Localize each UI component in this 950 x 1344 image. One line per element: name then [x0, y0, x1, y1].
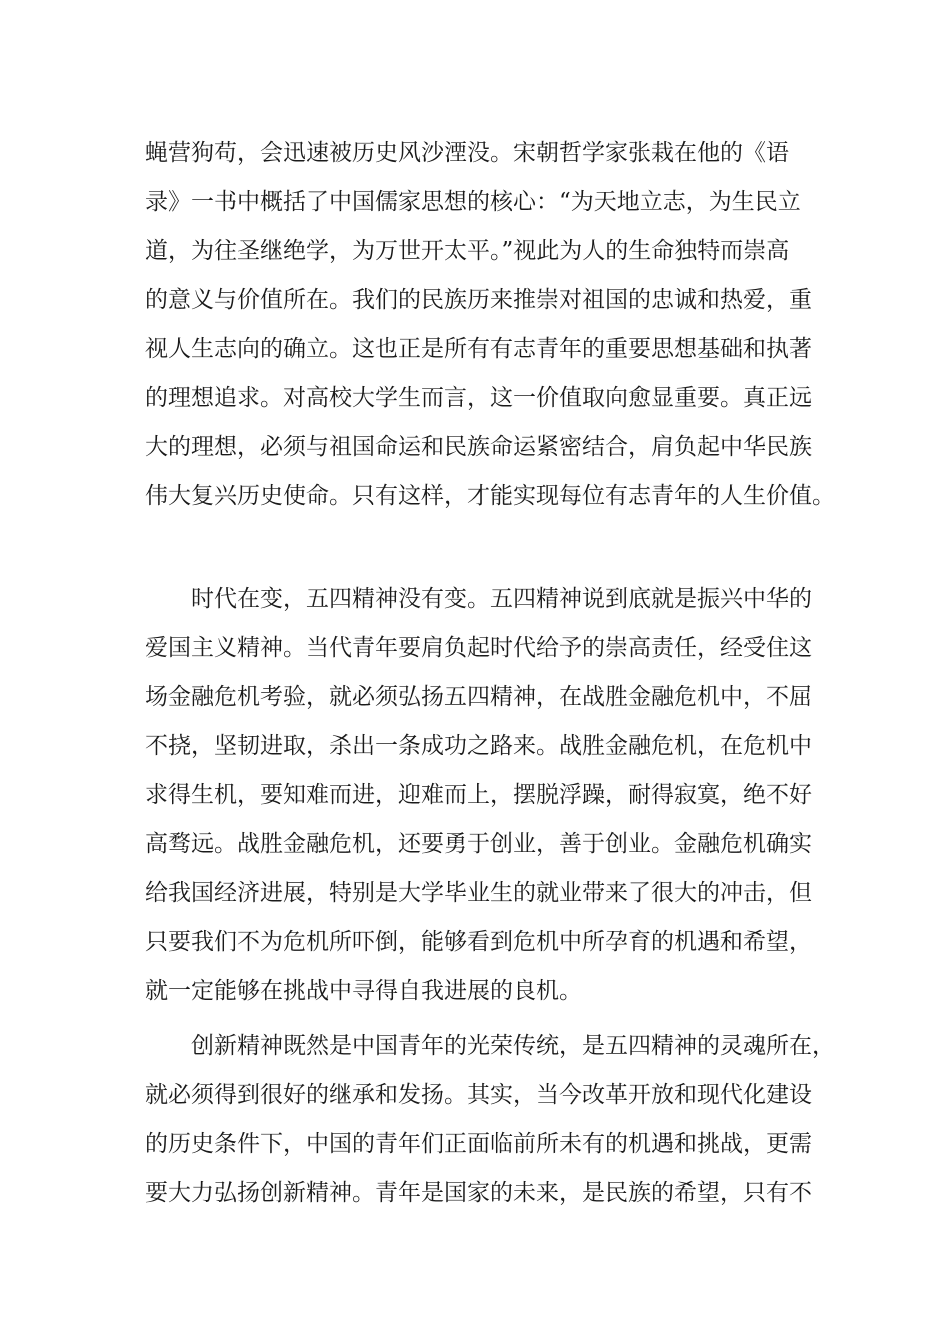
text-line: 蝇营狗苟，会迅速被历史风沙湮没。宋朝哲学家张栽在他的《语 [145, 140, 789, 166]
text-line: 要大力弘扬创新精神。青年是国家的未来，是民族的希望，只有不 [145, 1180, 812, 1206]
text-line: 伟大复兴历史使命。只有这样，才能实现每位有志青年的人生价值。 [145, 483, 835, 509]
text-line: 就一定能够在挑战中寻得自我进展的良机。 [145, 978, 582, 1004]
text-line: 不挠，坚韧进取，杀出一条成功之路来。战胜金融危机，在危机中 [145, 733, 812, 759]
text-line: 爱国主义精神。当代青年要肩负起时代给予的崇高责任，经受住这 [145, 635, 812, 661]
text-line: 高骛远。战胜金融危机，还要勇于创业，善于创业。金融危机确实 [145, 831, 812, 857]
text-line: 录》一书中概括了中国儒家思想的核心：“为天地立志，为生民立 [145, 189, 801, 215]
text-line: 只要我们不为危机所吓倒，能够看到危机中所孕育的机遇和希望， [145, 929, 812, 955]
text-line: 的历史条件下，中国的青年们正面临前所未有的机遇和挑战，更需 [145, 1131, 812, 1157]
text-line: 就必须得到很好的继承和发扬。其实，当今改革开放和现代化建设 [145, 1082, 812, 1108]
text-line: 给我国经济进展，特别是大学毕业生的就业带来了很大的冲击，但 [145, 880, 812, 906]
text-line: 的意义与价值所在。我们的民族历来推崇对祖国的忠诚和热爱，重 [145, 287, 812, 313]
text-line: 的理想追求。对高校大学生而言，这一价值取向愈显重要。真正远 [145, 385, 812, 411]
text-line: 视人生志向的确立。这也正是所有有志青年的重要思想基础和执著 [145, 336, 812, 362]
text-line: 求得生机，要知难而进，迎难而上，摆脱浮躁，耐得寂寞，绝不好 [145, 782, 812, 808]
text-line: 时代在变，五四精神没有变。五四精神说到底就是振兴中华的 [191, 586, 812, 612]
text-line: 大的理想，必须与祖国命运和民族命运紧密结合，肩负起中华民族 [145, 434, 812, 460]
text-line: 创新精神既然是中国青年的光荣传统，是五四精神的灵魂所在， [191, 1033, 835, 1059]
text-line: 场金融危机考验，就必须弘扬五四精神，在战胜金融危机中，不屈 [145, 684, 812, 710]
text-line: 道，为往圣继绝学，为万世开太平。”视此为人的生命独特而崇高 [145, 238, 790, 264]
